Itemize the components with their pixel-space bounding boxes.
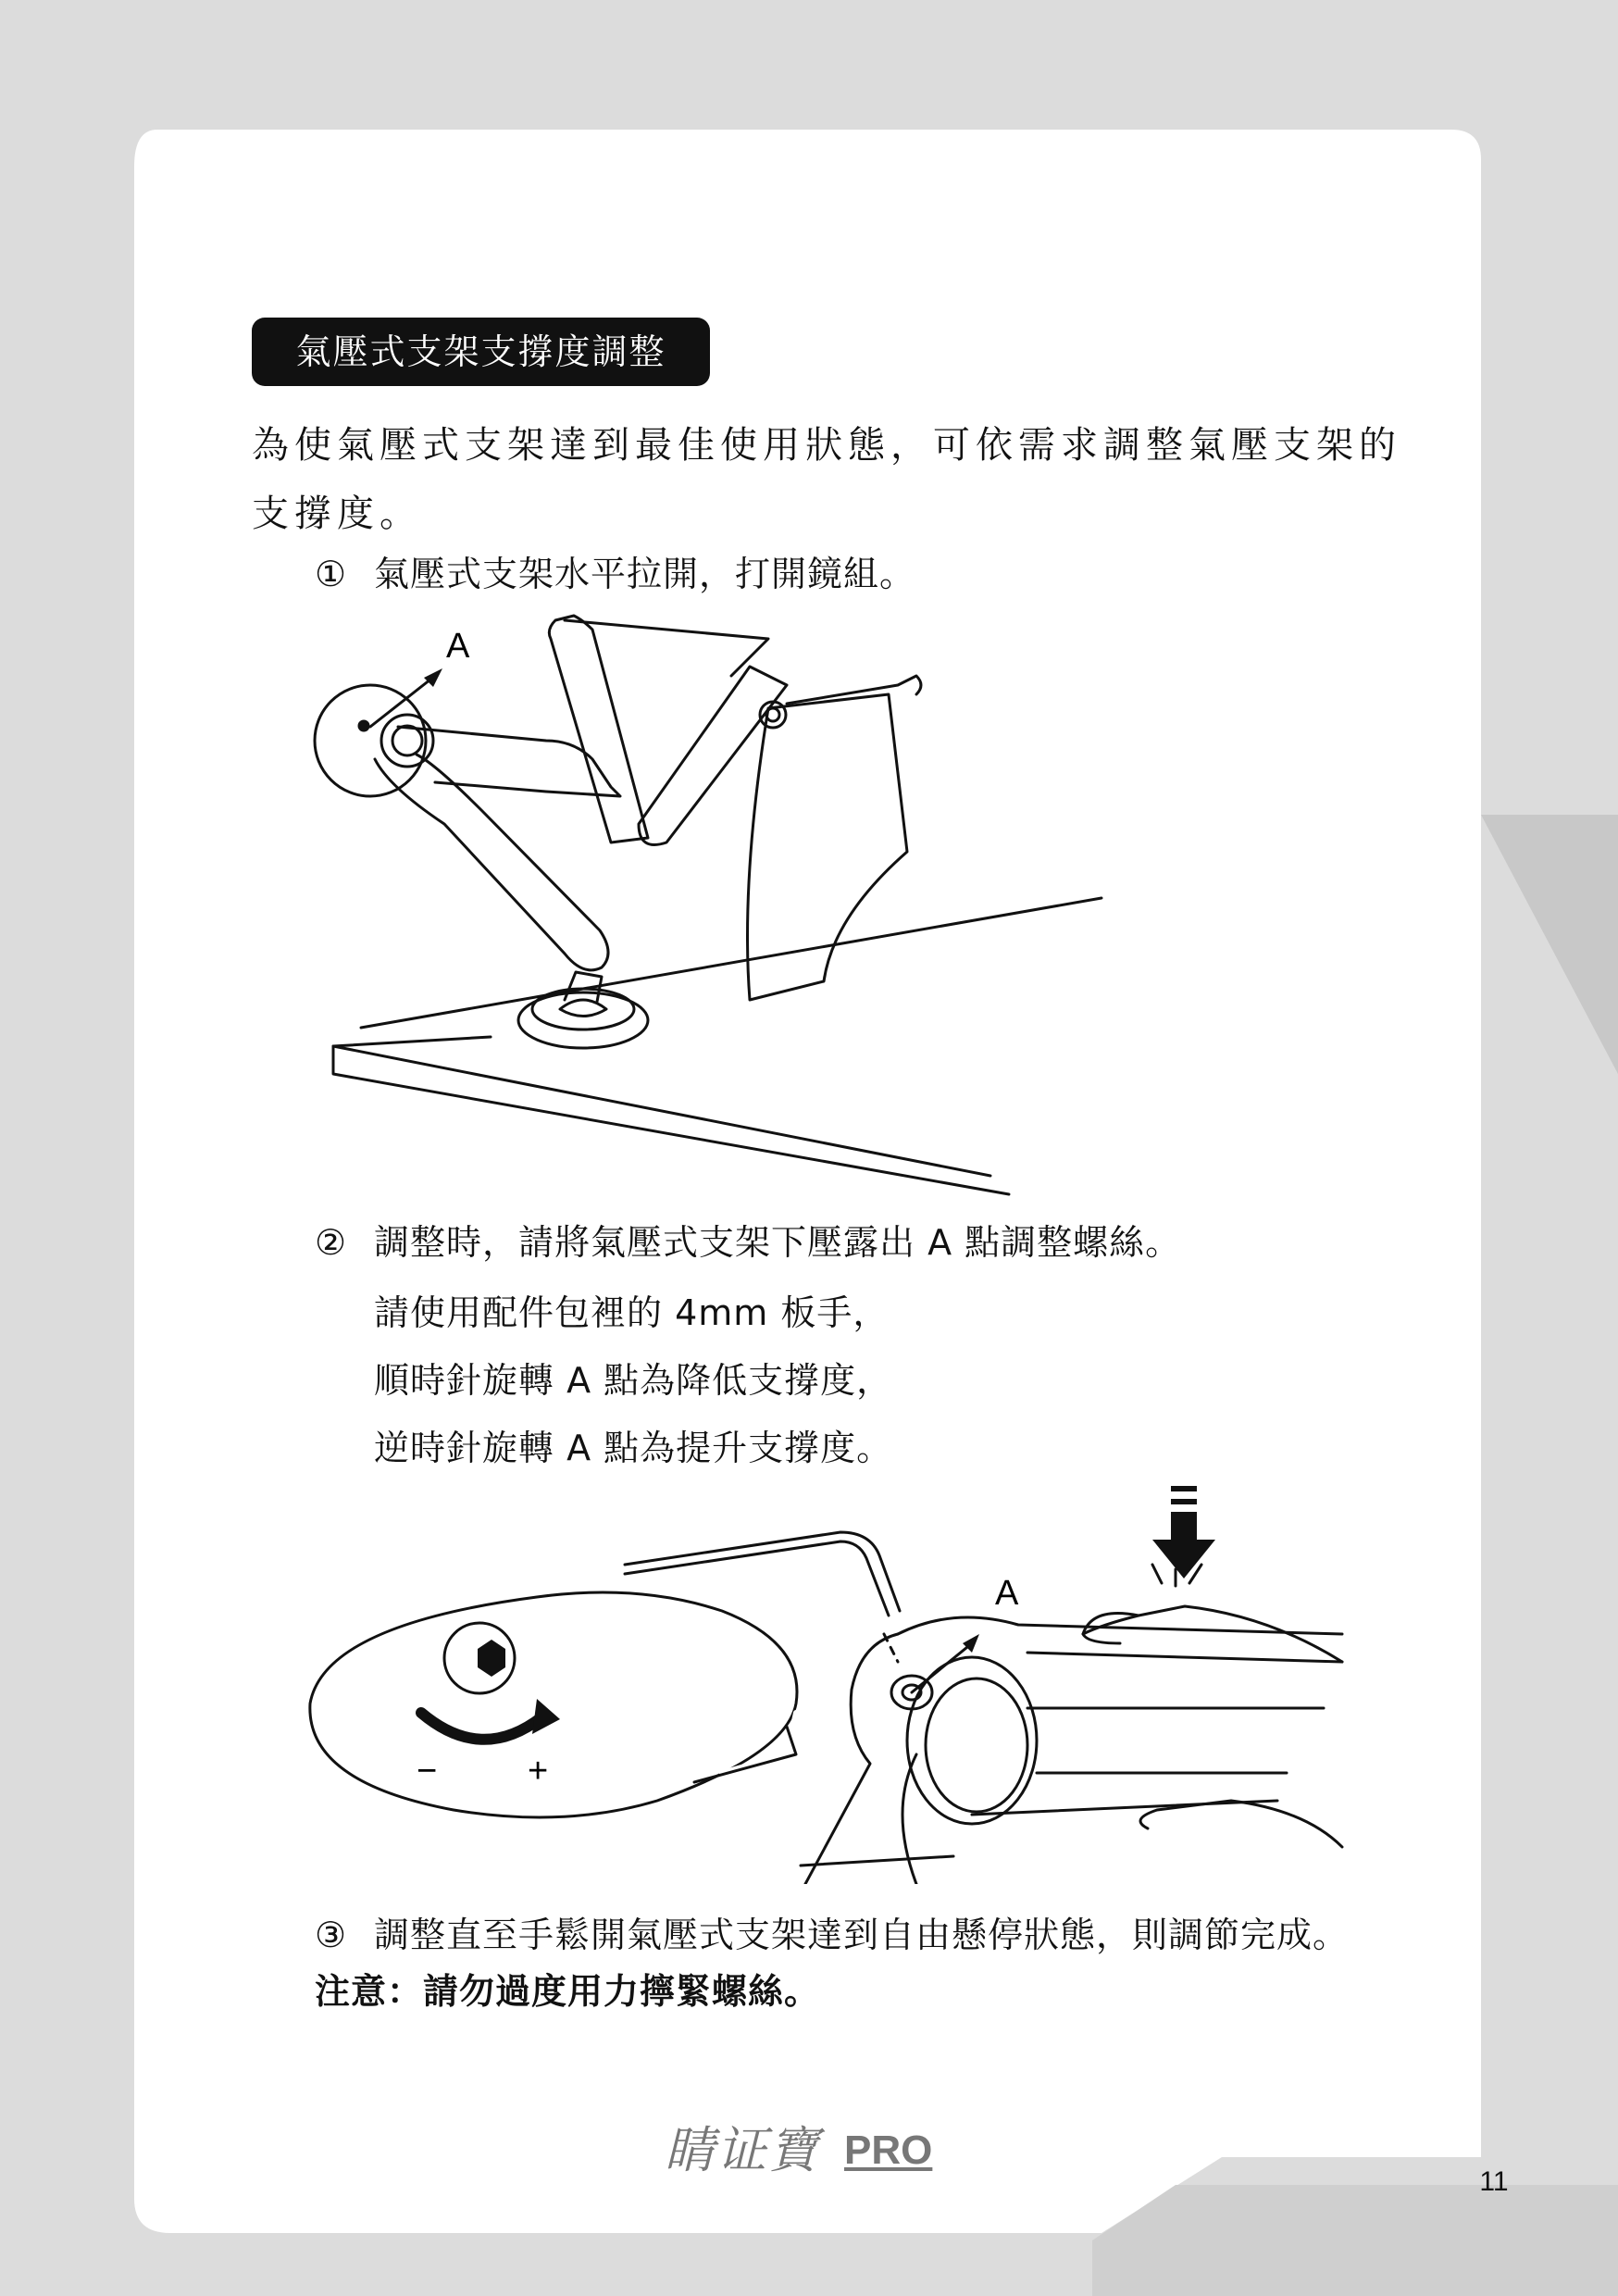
step-2-sub-2: 順時針旋轉 A 點為降低支撐度，: [374, 1360, 893, 1401]
rotation-arrow-head: [532, 1699, 560, 1734]
desk-back-edge: [361, 898, 1101, 1028]
step-3: [315, 1902, 1349, 1968]
step-3-number: ③: [315, 1915, 348, 1955]
monitor-arm-illustration: [305, 602, 1120, 1204]
intro-line-2: 支撐度。: [252, 493, 422, 535]
footer-band: [1092, 2185, 1618, 2296]
plus-label: +: [528, 1752, 549, 1791]
background-accent-shape: [1481, 815, 1618, 1074]
press-down-arrow: [1152, 1486, 1215, 1578]
rotation-arrow: [421, 1713, 541, 1740]
minus-label: −: [417, 1752, 438, 1791]
intro-paragraph: [252, 411, 1418, 548]
pointer-arrow-line: [370, 676, 435, 727]
hex-key: [625, 1541, 889, 1616]
step-1: [315, 541, 915, 607]
highlight-circle-a: [315, 685, 426, 796]
bottom-hand: [1140, 1801, 1342, 1847]
monitor-left-edge: [549, 616, 648, 842]
monitor-screen: [748, 694, 908, 1000]
zoom-bubble: [310, 1592, 797, 1817]
adjustment-illustration: [305, 1477, 1361, 1884]
page-number: 11: [1479, 2166, 1509, 2197]
brand-logo: 睛证寶: [665, 2121, 820, 2179]
mid-arm: [639, 667, 787, 845]
intro-line-1: 為使氣壓式支架達到最佳使用狀態，可依需求調整氣壓支架的: [252, 424, 1401, 467]
pointer-arrow-line: [912, 1643, 972, 1692]
point-a-label: A: [995, 1574, 1019, 1613]
step-1-text: 氣壓式支架水平拉開，打開鏡組。: [374, 554, 916, 594]
arm-joint-body: [805, 1634, 898, 1884]
step-2-sub-1: 請使用配件包裡的 4mm 板手，: [374, 1292, 890, 1333]
step-2-text: 調整時，請將氣壓式支架下壓露出 A 點調整螺絲。: [374, 1222, 1182, 1263]
step-2-number: ②: [315, 1222, 348, 1263]
warning-note: 注意：請勿過度用力擰緊螺絲。: [315, 1971, 821, 2012]
step-2-sub-3: 逆時針旋轉 A 點為提升支撐度。: [374, 1428, 893, 1468]
arm-beam-bottom: [972, 1801, 1277, 1815]
section-title-tab: 氣壓式支架支撐度調整: [252, 318, 710, 386]
brand-logo-suffix: PRO: [844, 2128, 933, 2173]
step-2: [315, 1209, 1181, 1276]
hex-socket-center: [478, 1640, 505, 1677]
step-1-number: ①: [315, 554, 348, 594]
step-3-text: 調整直至手鬆開氣壓式支架達到自由懸停狀態，則調節完成。: [374, 1915, 1350, 1955]
pointer-arrow-head: [424, 668, 442, 687]
point-a-label: A: [446, 627, 470, 666]
desk-front-edge: [333, 1037, 1009, 1194]
